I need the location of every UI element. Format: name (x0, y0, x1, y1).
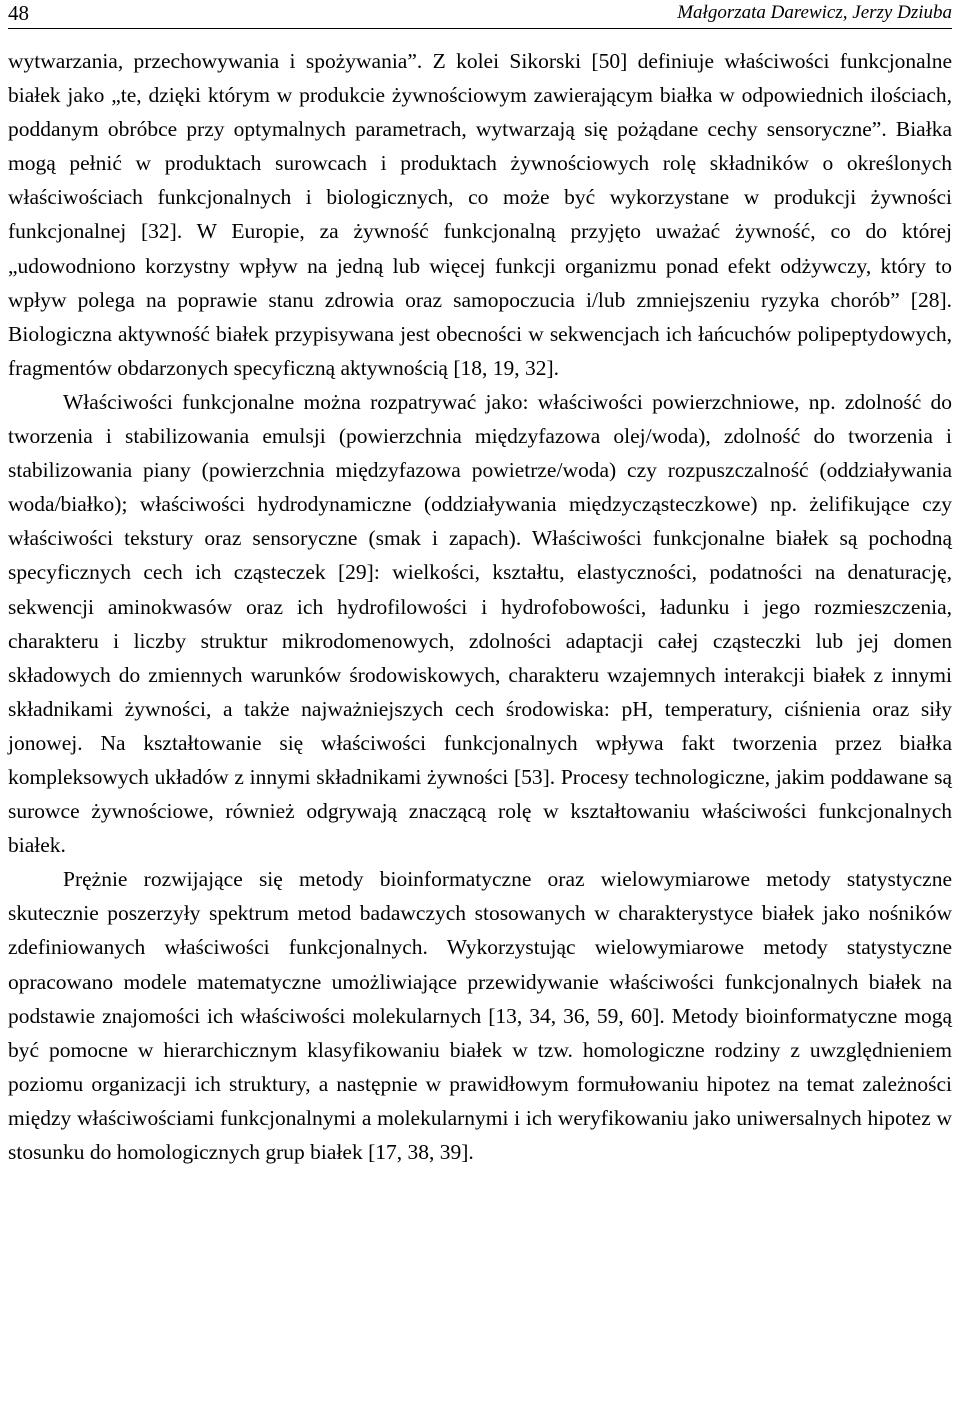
paragraph-1: wytwarzania, przechowywania i spożywania”. Z kolei Sikorski [50] definiuje właściwości funkcjonalne białek jako „te, dzięki którym w produkcie żywnościowym zawierającym białka w odpowiednich ilościach, poddanym obróbce przy optymalnych parametrach, wytwarzają się pożądane cechy sensoryczne”. Białka mogą pełnić w produktach surowcach i produktach żywnościowych rolę składników o określonych właściwościach funkcjonalnych i biologicznych, co może być wykorzystane w produkcji żywności funkcjonalnej [32]. W Europie, za żywność funkcjonalną przyjęto uważać żywność, co do której „udowodniono korzystny wpływ na jedną lub więcej funkcji organizmu ponad efekt odżywczy, który to wpływ polega na poprawie stanu zdrowia oraz samopoczucia i/lub zmniejszeniu ryzyka chorób” [28]. Biologiczna aktywność białek przypisywana jest obecności w sekwencjach ich łańcuchów polipeptydowych, fragmentów obdarzonych specyficzną aktywnością [18, 19, 32]. (8, 49, 952, 380)
paragraph-3: Prężnie rozwijające się metody bioinformatyczne oraz wielowymiarowe metody statystyczne skutecznie poszerzyły spektrum metod badawczych stosowanych w charakterystyce białek jako nośników zdefiniowanych właściwości funkcjonalnych. Wykorzystując wielowymiarowe metody statystyczne opracowano modele matematyczne umożliwiające przewidywanie właściwości funkcjonalnych białek na podstawie znajomości ich właściwości molekularnych [13, 34, 36, 59, 60]. Metody bioinformatyczne mogą być pomocne w hierarchicznym klasyfikowaniu białek w tzw. homologiczne rodziny z uwzględnieniem poziomu organizacji ich struktury, a następnie w prawidłowym formułowaniu hipotez na temat zależności między właściwościami funkcjonalnymi a molekularnymi i ich weryfikowaniu jako uniwersalnych hipotez w stosunku do homologicznych grup białek [17, 38, 39]. (8, 867, 952, 1164)
paragraph-2: Właściwości funkcjonalne można rozpatrywać jako: właściwości powierzchniowe, np. zdolność do tworzenia i stabilizowania emulsji (powierzchnia międzyfazowa olej/woda), zdolność do tworzenia i stabilizowania piany (powierzchnia międzyfazowa powietrze/woda) czy rozpuszczalność (oddziaływania woda/białko); właściwości hydrodynamiczne (oddziaływania międzycząsteczkowe) np. żelifikujące czy właściwości tekstury oraz sensoryczne (smak i zapach). Właściwości funkcjonalne białek są pochodną specyficznych cech ich cząsteczek [29]: wielkości, kształtu, elastyczności, podatności na denaturację, sekwencji aminokwasów oraz ich hydrofilowości i hydrofobowości, ładunku i jego rozmieszczenia, charakteru i liczby struktur mikrodomenowych, zdolności adaptacji całej cząsteczki lub jej domen składowych do zmiennych warunków środowiskowych, charakteru wzajemnych interakcji białek z innymi składnikami żywności, a także najważniejszych cech środowiska: pH, temperatury, ciśnienia oraz siły jonowej. Na kształtowanie się właściwości funkcjonalnych wpływa fakt tworzenia przez białka kompleksowych układów z innymi składnikami żywności [53]. Procesy technologiczne, jakim poddawane są surowce żywnościowe, również odgrywają znaczącą rolę w kształtowaniu właściwości funkcjonalnych białek. (8, 389, 952, 858)
page-number: 48 (8, 1, 29, 25)
page-header (8, 0, 952, 29)
running-head-authors: Małgorzata Darewicz, Jerzy Dziuba (677, 2, 952, 23)
body-text (8, 44, 952, 1169)
